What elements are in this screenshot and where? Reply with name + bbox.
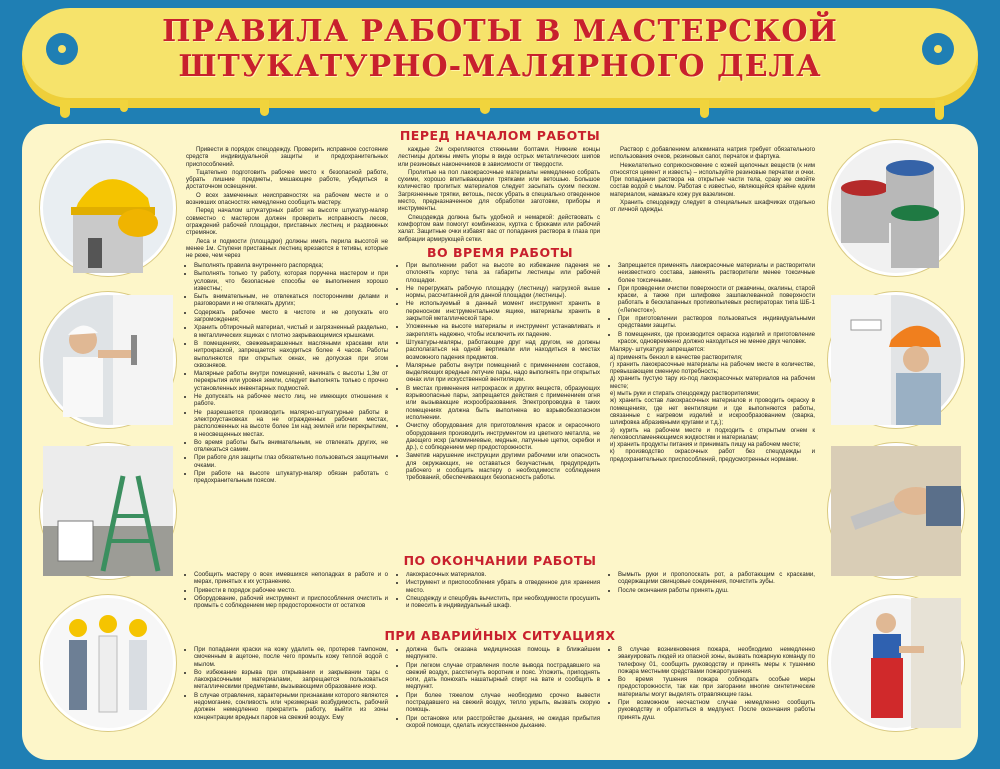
list-item: • При более тяжелом случае необходимо срочно вывести пострадавшего на свежий воздух, тепло укрыть, вызвать скорую помощь. — [406, 692, 600, 714]
paint-cans-photo — [828, 140, 964, 276]
list-item: • При приготовлении растворов пользоваться индивидуальными средствами защиты. — [618, 315, 815, 330]
paint-drip — [260, 100, 269, 116]
list-item: • Хранить обтирочный материал, чистый и загрязненный раздельно, в металлических ящиках с плотно закрывающимися крышками. — [194, 324, 388, 339]
hardhat-gloves-photo — [40, 140, 176, 276]
list-item: • В случае возникновения пожара, необходимо немедленно эвакуировать людей из опасной зоны, вызвать пожарную команду по телефону 01, сообщить руководству и принять меры к тушению пожара местными средствами пожаротушения. — [618, 646, 815, 675]
title-line-1: ПРАВИЛА РАБОТЫ В МАСТЕРСКОЙ — [162, 14, 838, 49]
paragraph: Тщательно подготовить рабочее место к безопасной работе, убрать лишние предметы, мешающие работе, убедиться в достаточном освещении. — [186, 168, 388, 191]
list-item: • Не разрешается производить малярно-штукатурные работы в электроустановках на не огражденных рабочих местах, расположенных на высоте более 1м над землей или перекрытием, в неосвещенных местах. — [194, 409, 388, 438]
paragraph: Нежелательно соприкосновение с кожей щелочных веществ (к ним относятся цемент и известь) – используйте резиновые перчатки и очки. При попадании раствора на открытые части тела, сразу же смойте состав водой с мылом. Работая с известью, являющейся крайне едким материалом, намажьте кожу рук вазелином. — [610, 161, 815, 198]
section-title-after: ПО ОКОНЧАНИИ РАБОТЫ — [403, 553, 597, 568]
list-item: • При попадании краски на кожу удалить ее, протерев тампоном, смоченным в ацетоне, после чего промыть кожу теплой водой с мылом. — [194, 646, 388, 668]
during-col-2 — [398, 262, 600, 548]
worker-red-overalls-photo — [828, 595, 964, 731]
list-item: • Инструмент и приспособления убрать в отведенное для хранения место. — [406, 579, 600, 594]
banner-right-emblem-icon — [922, 33, 954, 65]
section-title-emergency: ПРИ АВАРИЙНЫХ СИТУАЦИЯХ — [384, 628, 616, 643]
list-item: • В помещениях, свежевыкрашенных масляными красками или нитрокраской, запрещается находиться более 4 часов. Работы выполняются при открытых окнах, не допуская при этом сквозняков. — [194, 340, 388, 369]
before-col-3 — [610, 146, 815, 240]
list-item: • В случае отравления, характерными признаками которого являются недомогание, сонливость или чрезмерная возбудимость, рабочий должен немедленно прекратить работу, выйти из зоны концентрации вредных паров на свежий воздух. Ему — [194, 692, 388, 721]
list-item: • При легком случае отравления после вывода пострадавшего на свежий воздух, расстегнуть воротник и пояс. Уложить, приподнять ноги, дать понюхать нашатырный спирт на вате и сообщить в медпункт. — [406, 662, 600, 691]
list-item: • Очистку оборудования для приготовления красок и окрасочного оборудования производить инструментом из цветного металла, не дающего искр (алюминиевые, медные, латунные щетки, скребки и др.), с соблюдением мер предосторожности. — [406, 422, 600, 451]
title-line-2: ШТУКАТУРНО-МАЛЯРНОГО ДЕЛА — [178, 49, 822, 84]
emergency-col-3 — [610, 646, 815, 754]
list-item: • Во время тушения пожара соблюдать особые меры предосторожности, так как при загорании многие синтетические материалы могут выделять отравляющие газы. — [618, 676, 815, 698]
after-col-2 — [398, 571, 600, 621]
prohibited-item: а) применять бензол в качестве растворителя; — [610, 353, 743, 361]
list-item: • Малярные работы внутри помещений с применением составов, выделяющих вредные летучие пары, надо выполнять при открытых окнах или при искусственной вентиляции. — [406, 362, 600, 384]
list-item: • Привести в порядок рабочее место. — [194, 587, 388, 594]
paragraph: Хранить спецодежду следует в специальных шкафчиках отдельно от личной одежды. — [610, 199, 815, 214]
section-title-before: ПЕРЕД НАЧАЛОМ РАБОТЫ — [399, 128, 601, 143]
page-title — [120, 14, 880, 84]
paragraph: Раствор с добавлением алюмината натрия требует обязательного использования очков, резиновых сапог, перчаток и фартука. — [610, 146, 815, 161]
list-item: • Малярные работы внутри помещений, начинать с высоты 1,3м от перекрытия или уровня земли, следует выполнять только с прочно установленных инвентарных подмостей. — [194, 370, 388, 392]
list-item: • Во избежание взрыва при открывании и закрывании тары с лакокрасочными материалами, запрещается пользоваться металлическими предметами, вызывающими образование искр. — [194, 669, 388, 691]
list-item: • Заметив нарушение инструкции другими рабочими или опасность для окружающих, не оставаться безучастным, предупредить рабочего и сообщить мастеру о необходимости соблюдения требований, обеспечивающих безопасность работы. — [406, 452, 600, 481]
paint-drip — [870, 100, 880, 112]
list-item: • лакокрасочных материалов. — [406, 571, 600, 578]
list-item: • Выполнять только ту работу, которая поручена мастером и при условии, что безопасные способы ее выполнения хорошо известны; — [194, 270, 388, 292]
ladder-bucket-photo — [40, 443, 176, 579]
list-item: • Уложенные на высоте материалы и инструмент устанавливать и закреплять надежно, чтобы исключить их падение. — [406, 323, 600, 338]
plasterer-wall-photo — [40, 292, 176, 428]
paint-drip — [60, 100, 70, 118]
after-col-1 — [186, 571, 388, 621]
banner-left-emblem-icon — [46, 33, 78, 65]
during-col-3 — [610, 262, 815, 548]
before-col-2 — [398, 146, 600, 243]
paragraph: Леса и подмости (площадки) должны иметь перила высотой не менее 1м. Ступени приставных лестниц врезаются в тетивы, которые не реже, чем через — [186, 237, 388, 260]
paragraph: Перед началом штукатурных работ на высоте штукатур-маляр совместно с мастером должен проверить исправность лесов, ограждений рабочей площадки, приставных лестниц и раздвижных стремянок. — [186, 207, 388, 237]
prohibited-item: г) хранить лакокрасочные материалы на рабочем месте в количестве, превышающем сменную потребность; — [610, 360, 815, 376]
before-col-1 — [186, 146, 388, 260]
list-item: • Во время работы быть внимательным, не отвлекать других, не отвлекаться самим. — [194, 439, 388, 454]
prohibited-item: д) хранить пустую тару из-под лакокрасочных материалов на рабочем месте; — [610, 375, 815, 390]
paragraph: Спецодежда должна быть удобной и немаркой: действовать с комфортом вам помогут комбинезон, куртка с брюками или рабочий халат. Защитные очки избавят вас от попадания раствора в глаза при вибрации армирующей сетки. — [398, 213, 600, 243]
list-item: • При возможном несчастном случае немедленно сообщить руководству и обратиться в медпункт. После окончания работы принять душ. — [618, 699, 815, 721]
emergency-col-1 — [186, 646, 388, 754]
paint-drip — [120, 100, 128, 112]
paint-drip — [935, 100, 944, 120]
paint-drip — [700, 100, 709, 118]
paragraph: Привести в порядок спецодежду. Проверить исправное состояние средств индивидуальной защиты и предохранительных приспособлений. — [186, 146, 388, 168]
list-item: • Запрещается применять лакокрасочные материалы и растворители неизвестного состава, заменять растворители менее токсичные более токсичными. — [618, 262, 815, 284]
paragraph: каждые 2м скрепляются стяжными болтами. Нижние концы лестницы должны иметь упоры в виде острых металлических шипов или резиновых наконечников в зависимости от твердости. — [398, 146, 600, 168]
list-item: • При остановке или расстройстве дыхания, не ожидая прибытия скорой помощи, сделать искусственное дыхание. — [406, 715, 600, 730]
prohibited-item: и) хранить продукты питания и принимать пищу на рабочем месте; — [610, 441, 801, 449]
prohibited-list-title: Маляру- штукатуру запрещается: — [610, 346, 705, 354]
prohibited-item: к) производство окрасочных работ без спецодежды и предохранительных приспособлений, предусмотренных нормами. — [610, 448, 815, 463]
during-col-1 — [186, 262, 388, 548]
list-item: • После окончания работы принять душ. — [618, 587, 815, 594]
list-item: • В местах применения нитрокрасок и других веществ, образующих взрывоопасные пары, запрещается действия с применением огня или вызывающие искрообразования. Электропроводка в таких помещениях должна быть выполнена во взрывобезопасном исполнении. — [406, 385, 600, 421]
list-item: • Штукатуры-маляры, работающие друг над другом, не должны располагаться на одной вертикали или находиться в местах возможного падения предметов. — [406, 339, 600, 361]
list-item: • Сообщить мастеру о всех имевшихся неполадках в работе и о мерах, принятых к их устранению. — [194, 571, 388, 586]
section-title-during: ВО ВРЕМЯ РАБОТЫ — [426, 245, 574, 260]
paragraph: О всех замеченных неисправностях на рабочем месте и о возникших опасностях немедленно сообщить мастеру. — [186, 191, 388, 207]
list-item: • При проведении очистки поверхности от ржавчины, окалины, старой краски, а также при шлифовке зашпаклеванной поверхности работать в бесклапанных противопылевых респираторах типа ШБ-1 («Лепесток»). — [618, 285, 815, 314]
list-item: • При работе для защиты глаз обязательно пользоваться защитными очками. — [194, 454, 388, 469]
prohibited-item: ж) хранить состав лакокрасочных материалов и проводить окраску в помещениях, где нет вентиляции и где выполняются работы, связанные с нагревом изделий и искрообразованием (сварка, шлифовка абразивными кругами и т.д.); — [610, 397, 815, 427]
list-item: • Не перегружать рабочую площадку (лестницу) нагрузкой выше нормы, рассчитанной для данной площадки (лестницы). — [406, 285, 600, 300]
workers-group-photo — [40, 595, 176, 731]
prohibited-item: з) курить на рабочем месте и подходить с открытым огнем к легковоспламеняющимся жидкостям и материалам; — [610, 426, 815, 441]
list-item: • Быть внимательным, не отвлекаться посторонними делами и разговорами и не отвлекать других; — [194, 293, 388, 308]
list-item: • Содержать рабочее место в чистоте и не допускать его загромождения; — [194, 309, 388, 324]
trowel-plaster-photo — [828, 443, 964, 579]
list-item: • При выполнении работ на высоте во избежание падения не отклонять корпус тела за габариты лестницы или рабочей площадки. — [406, 262, 600, 284]
paint-drip — [480, 100, 490, 114]
list-item: • Не допускать на рабочее место лиц, не имеющих отношения к работе. — [194, 393, 388, 408]
painter-roller-photo — [828, 292, 964, 428]
list-item: • должна быть оказана медицинская помощь в ближайшем медпункте. — [406, 646, 600, 661]
paragraph: Пролитые на пол лакокрасочные материалы немедленно собрать сухими, хорошо впитывающими тряпками или ветошью. Большое количество пролитых материалов следует засыпать сухим песком. Загрязненные тряпки, ветошь, песок убрать в специально отведенное место, предназначенное для обработки заготовки, приборы и инструменты. — [398, 168, 600, 213]
list-item: • При работе на высоте штукатур-маляр обязан работать с предохранительным поясом. — [194, 470, 388, 485]
list-item: • Оборудование, рабочий инструмент и приспособления очистить и промыть с соблюдением мер предосторожности от остатков — [194, 595, 388, 610]
list-item: • Спецодежду и спецобувь вычистить, при необходимости просушить и повесить в индивидуальный шкаф. — [406, 595, 600, 610]
list-item: • Вымыть руки и прополоскать рот, а работающим с красками, содержащими свинцовые соединения, почистить зубы. — [618, 571, 815, 586]
list-item: • Выполнять правила внутреннего распорядка; — [194, 262, 388, 269]
emergency-col-2 — [398, 646, 600, 754]
after-col-3 — [610, 571, 815, 621]
list-item: • В помещениях, где производится окраска изделий и приготовление красок, одновременно должно находиться не менее двух человек. — [618, 331, 815, 346]
list-item: • Не используемый в данный момент инструмент хранить в переносном инструментальном ящике, материалы хранить в закрытой металлической таре. — [406, 300, 600, 322]
prohibited-item: е) мыть руки и стирать спецодежду растворителями; — [610, 390, 760, 398]
